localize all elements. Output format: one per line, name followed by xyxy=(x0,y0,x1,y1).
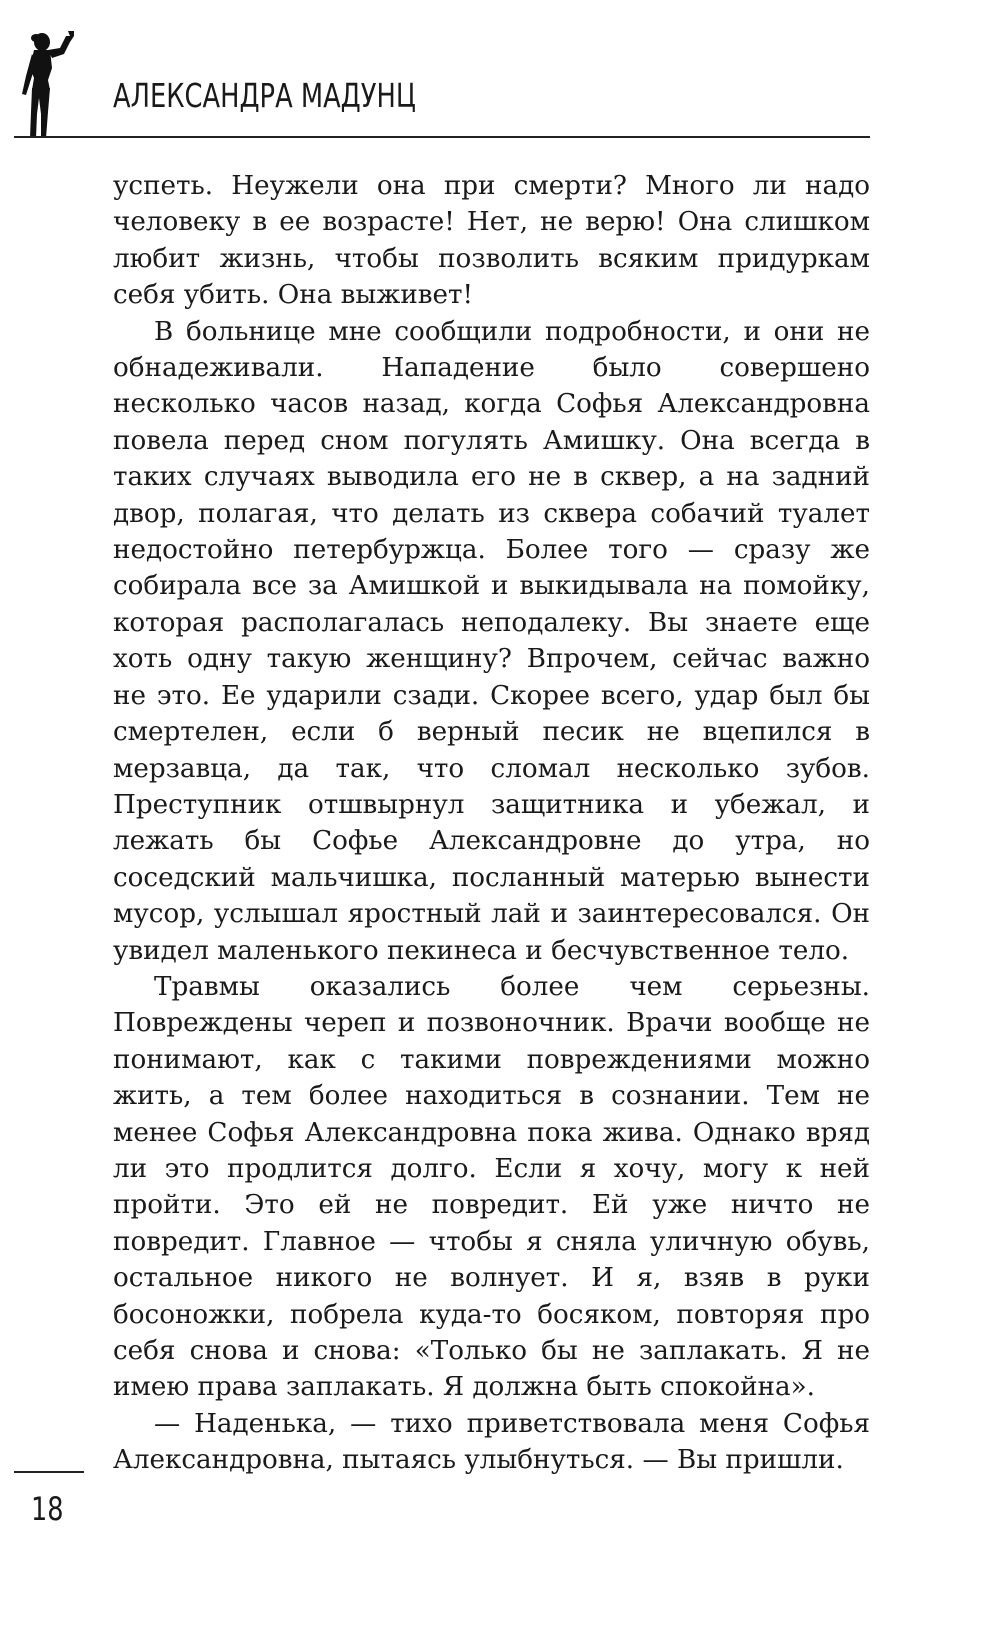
paragraph: — Наденька, — тихо приветствовала меня Софья Александровна, пытаясь улыбнуться. — Вы пришли. xyxy=(113,1408,870,1476)
paragraph: В больнице мне сообщили подробности, и они не обнадеживали. Нападение было совершено несколько часов назад, когда Софья Александровна повела перед сном погулять Амишку. Она всегда в таких случаях выводила его не в сквер, а на задний двор, полагая, что делать из сквера собачий туалет недостойно петербуржца. Более того — сразу же собирала все за Амишкой и выкидывала на помойку, которая располагалась неподалеку. Вы знаете еще хоть одну такую женщину? Впрочем, сейчас важно не это. Ее ударили сзади. Скорее всего, удар был бы смертелен, если б верный песик не вцепился в мерзавца, да так, что сломал несколько зубов. Преступник отшвырнул защитника и убежал, и лежать бы Софье Александровне до утра, но соседский мальчишка, посланный матерью вынести мусор, услышал яростный лай и заинтересовался. Он увидел маленького пекинеса и бесчувственное тело. xyxy=(113,316,870,966)
woman-with-pistol-silhouette-icon xyxy=(12,28,84,140)
page-number: 18 xyxy=(31,1490,64,1528)
header-divider xyxy=(14,136,870,138)
running-header-author: АЛЕКСАНДРА МАДУНЦ xyxy=(113,76,416,115)
footer-divider xyxy=(14,1471,84,1473)
paragraph: Травмы оказались более чем серьезны. Повреждены череп и позвоночник. Врачи вообще не понимают, как с такими повреждениями можно жить, а тем более находиться в сознании. Тем не менее Софья Александровна пока жива. Однако вряд ли это продлится долго. Если я хочу, могу к ней пройти. Это ей не повредит. Ей уже ничто не повредит. Главное — чтобы я сняла уличную обувь, остальное никого не волнует. И я, взяв в руки босоножки, побрела куда-то босяком, повторяя про себя снова и снова: «Только бы не заплакать. Я не имею права заплакать. Я должна быть спокойна». xyxy=(113,971,870,1403)
paragraph: успеть. Неужели она при смерти? Много ли надо человеку в ее возрасте! Нет, не верю! Она слишком любит жизнь, чтобы позволить всяким придуркам себя убить. Она выживет! xyxy=(113,171,870,311)
body-text xyxy=(113,168,870,1479)
